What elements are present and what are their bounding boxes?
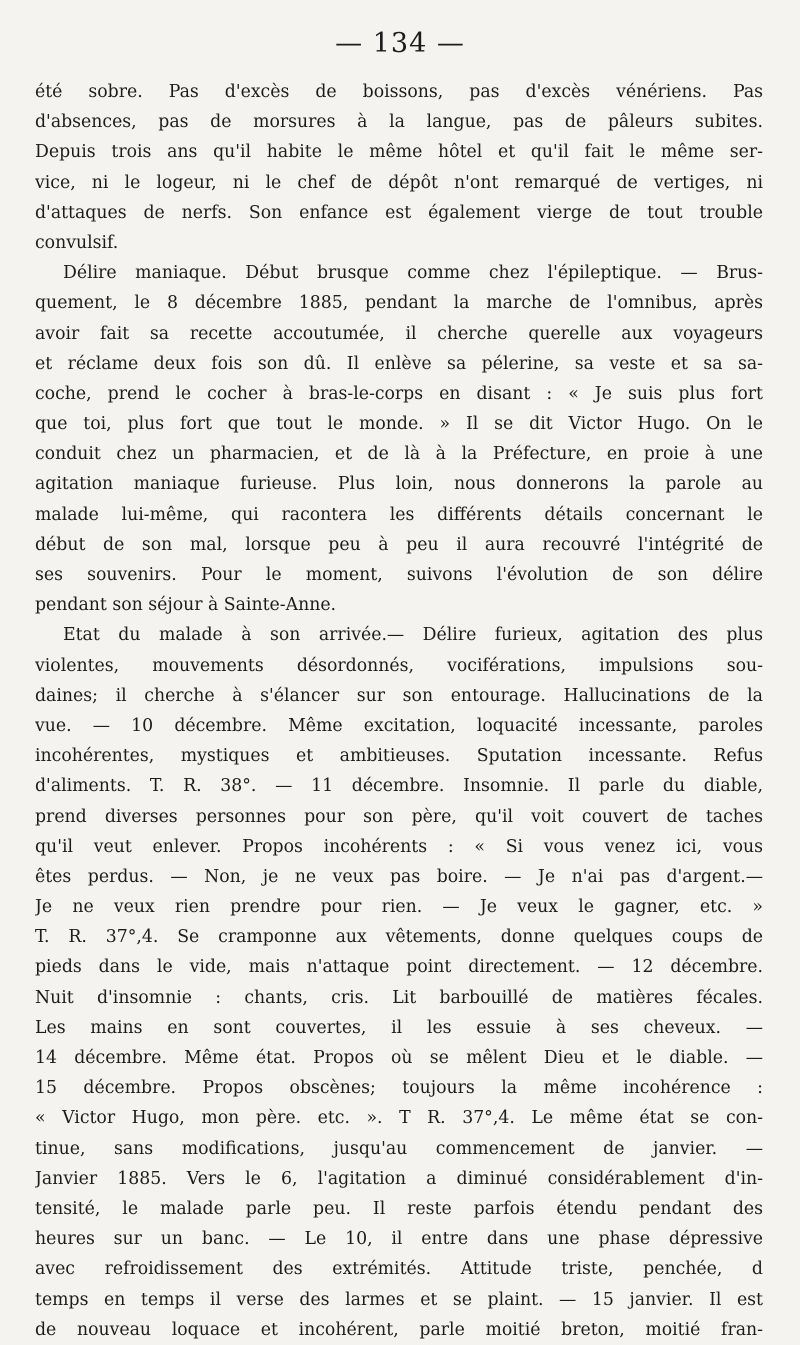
text-line: conduit chez un pharmacien, et de là à la Préfecture, en proie à une bbox=[35, 444, 763, 465]
text-line: Les mains en sont couvertes, il les essuie à ses cheveux. — bbox=[35, 1017, 763, 1038]
text-line: malade lui-même, qui racontera les différents détails concernant le bbox=[35, 504, 763, 525]
text-line: pieds dans le vide, mais n'attaque point directement. — 12 décembre. bbox=[35, 957, 763, 978]
text-line: avec refroidissement des extrémités. Attitude triste, penchée, d bbox=[35, 1259, 763, 1280]
text-line: vue. — 10 décembre. Même excitation, loquacité incessante, paroles bbox=[35, 715, 763, 736]
text-line: Délire maniaque. Début brusque comme chez l'épileptique. — Brus- bbox=[63, 263, 763, 284]
text-line: 15 décembre. Propos obscènes; toujours la même incohérence : bbox=[35, 1078, 763, 1099]
text-line: convulsif. bbox=[35, 232, 119, 253]
text-line: « Victor Hugo, mon père. etc. ». T R. 37°,4. Le même état se con- bbox=[35, 1108, 763, 1129]
text-line: Depuis trois ans qu'il habite le même hôtel et qu'il fait le même ser- bbox=[35, 142, 763, 163]
text-line: ses souvenirs. Pour le moment, suivons l'évolution de son délire bbox=[35, 565, 763, 585]
text-line: et réclame deux fois son dû. Il enlève sa pélerine, sa veste et sa sa- bbox=[35, 353, 763, 374]
text-line: daines; il cherche à s'élancer sur son entourage. Hallucinations de la bbox=[35, 685, 763, 706]
text-line: T. R. 37°,4. Se cramponne aux vêtements, donne quelques coups de bbox=[35, 927, 763, 948]
text-line: de nouveau loquace et incohérent, parle moitié breton, moitié fran- bbox=[35, 1319, 763, 1340]
text-line: 14 décembre. Même état. Propos où se mêlent Dieu et le diable. — bbox=[35, 1048, 763, 1068]
text-line: violentes, mouvements désordonnés, vociférations, impulsions sou- bbox=[35, 655, 763, 676]
text-line: pendant son séjour à Sainte-Anne. bbox=[35, 595, 337, 616]
text-line: d'absences, pas de morsures à la langue, pas de pâleurs subites. bbox=[35, 112, 763, 133]
text-line: Je ne veux rien prendre pour rien. — Je veux le gagner, etc. » bbox=[35, 897, 763, 918]
text-line: prend diverses personnes pour son père, qu'il voit couvert de taches bbox=[35, 806, 763, 827]
text-line: Etat du malade à son arrivée.— Délire furieux, agitation des plus bbox=[63, 625, 763, 646]
text-line: que toi, plus fort que tout le monde. » Il se dit Victor Hugo. On le bbox=[35, 414, 763, 435]
text-line: incohérentes, mystiques et ambitieuses. Sputation incessante. Refus bbox=[35, 746, 763, 767]
text-line: tinue, sans modifications, jusqu'au commencement de janvier. — bbox=[35, 1138, 763, 1159]
text-line: d'aliments. T. R. 38°. — 11 décembre. Insomnie. Il parle du diable, bbox=[35, 776, 763, 797]
text-line: avoir fait sa recette accoutumée, il cherche querelle aux voyageurs bbox=[35, 323, 763, 344]
text-line: agitation maniaque furieuse. Plus loin, nous donnerons la parole au bbox=[35, 474, 763, 495]
text-line: quement, le 8 décembre 1885, pendant la marche de l'omnibus, après bbox=[35, 293, 763, 314]
text-line: début de son mal, lorsque peu à peu il aura recouvré l'intégrité de bbox=[35, 534, 763, 555]
text-line: Nuit d'insomnie : chants, cris. Lit barbouillé de matières fécales. bbox=[35, 987, 763, 1008]
text-line: temps en temps il verse des larmes et se plaint. — 15 janvier. Il est bbox=[35, 1289, 763, 1310]
text-line: Janvier 1885. Vers le 6, l'agitation a diminué considérablement d'in- bbox=[35, 1168, 763, 1189]
text-line: qu'il veut enlever. Propos incohérents : « Si vous venez ici, vous bbox=[35, 836, 763, 857]
text-line: vice, ni le logeur, ni le chef de dépôt n'ont remarqué de vertiges, ni bbox=[35, 172, 763, 193]
text-line: d'attaques de nerfs. Son enfance est également vierge de tout trouble bbox=[35, 202, 763, 223]
text-line: êtes perdus. — Non, je ne veux pas boire. — Je n'ai pas d'argent.— bbox=[35, 866, 763, 887]
text-line: coche, prend le cocher à bras-le-corps en disant : « Je suis plus fort bbox=[35, 383, 763, 404]
page-number: — 134 — bbox=[335, 28, 465, 59]
text-line: tensité, le malade parle peu. Il reste parfois étendu pendant des bbox=[35, 1198, 763, 1219]
body-text bbox=[35, 77, 763, 1345]
text-line: heures sur un banc. — Le 10, il entre dans une phase dépressive bbox=[35, 1229, 763, 1250]
text-line: été sobre. Pas d'excès de boissons, pas d'excès vénériens. Pas bbox=[35, 82, 763, 102]
